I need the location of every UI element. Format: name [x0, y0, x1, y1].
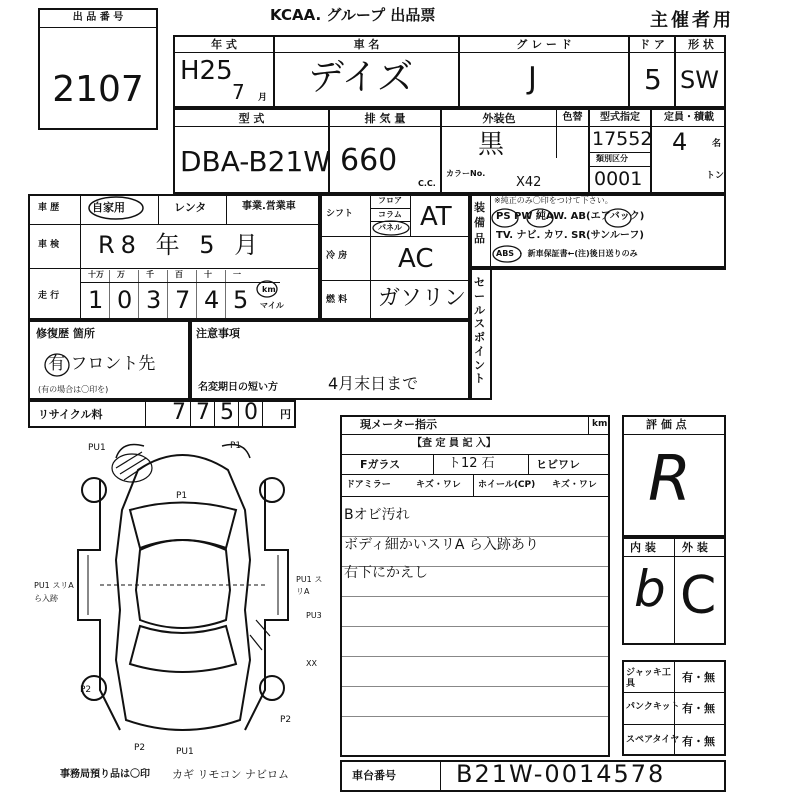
- type-spec-label: 型式指定: [600, 112, 640, 123]
- color-code-value: X42: [516, 175, 542, 190]
- equipment-line3: ABS ・ 新車保証書←(注)後日送りのみ: [496, 249, 638, 258]
- repair-note: (有の場合は〇印を): [38, 385, 109, 394]
- recycle-divider: [238, 400, 239, 428]
- history-option-rental: レンタ: [174, 201, 207, 214]
- ext-color-label: 外装色: [482, 112, 516, 125]
- mileage-km-circle: [256, 280, 278, 298]
- mileage-unit-1: 万: [117, 270, 125, 279]
- color-code-label: カラーNo.: [446, 169, 486, 178]
- aircon-label: 冷 房: [326, 251, 348, 261]
- class-label: 類別区分: [596, 154, 628, 163]
- tire-rear-right: [260, 676, 284, 700]
- year-label: 年 式: [211, 38, 237, 51]
- mileage-unit-mile: マイル: [260, 301, 284, 310]
- sheet-title: KCAA. グループ 出品票: [270, 6, 436, 24]
- equipment-circles: [490, 206, 690, 262]
- mileage-divider: [109, 270, 110, 318]
- inspector-label: 【査 定 員 記 入】: [412, 438, 496, 449]
- history-option-private: 自家用: [92, 201, 125, 214]
- door-label: ド ア: [639, 38, 665, 51]
- accessory-puncture-label: パンクキット: [626, 702, 680, 712]
- diagram-mark-left-lower: P2: [80, 685, 92, 695]
- grade-label: グ レ ー ド: [516, 38, 572, 51]
- shape-value: SW: [680, 66, 719, 94]
- accessory-spare-label: スペアタイヤ: [626, 735, 680, 745]
- tire-front-left: [82, 478, 106, 502]
- shift-option-panel: パネル: [378, 223, 402, 232]
- diagram-mark-left-side: PU1 スリA ら入跡: [34, 581, 74, 603]
- tire-front-right: [260, 478, 284, 502]
- recycle-digit-3: 0: [244, 400, 258, 425]
- owner-use-label: 主催者用: [650, 10, 734, 31]
- shift-value: AT: [420, 202, 452, 232]
- car-name-value: デイズ: [308, 57, 414, 98]
- mileage-label: 走 行: [38, 291, 60, 301]
- capacity-unit: 名: [712, 139, 722, 149]
- diagram-mark-roof-note: PU1: [88, 443, 106, 453]
- shift-option-column: コラム: [378, 210, 402, 219]
- mileage-digit-0: 1: [88, 286, 104, 314]
- diagram-mark-right-upper: PU1 スリA: [296, 575, 323, 596]
- inspection-note-2: ボディ細かいスリA ら入跡あり: [344, 537, 539, 553]
- sales-point-label: セールスポイント: [474, 276, 485, 386]
- lot-number-value: 2107: [52, 69, 144, 110]
- office-items-label: 事務局預り品は〇印: [60, 769, 150, 780]
- mileage-divider: [196, 270, 197, 318]
- history-label: 車 歴: [38, 203, 60, 213]
- interior-value: b: [634, 560, 666, 618]
- color-change-label: 色替: [562, 112, 583, 123]
- repair-label: 修復歴 箇所: [36, 327, 95, 340]
- mirror-value: キズ・ワレ: [416, 480, 461, 490]
- mileage-unit-4: 十: [204, 270, 212, 279]
- mileage-unit-2: 千: [146, 270, 154, 279]
- mileage-divider: [167, 270, 168, 318]
- mileage-digit-1: 0: [117, 286, 133, 314]
- shape-label: 形 状: [688, 38, 714, 51]
- score-value: R: [648, 442, 692, 515]
- recycle-divider: [214, 400, 215, 428]
- mileage-unit-km: km: [262, 285, 276, 294]
- inspection-note-3: 右下にかえし: [344, 565, 428, 581]
- mileage-units-row: [80, 270, 320, 282]
- cc-value: 660: [340, 143, 398, 178]
- equipment-line1: PS PW 純AW. AB(エアバック): [496, 211, 645, 222]
- recycle-digit-1: 7: [196, 400, 210, 425]
- exterior-label: 外 装: [682, 541, 708, 554]
- car-roof: [136, 540, 230, 628]
- car-outline-right: [245, 480, 288, 730]
- exterior-value: C: [680, 566, 717, 626]
- grade-value: J: [528, 61, 537, 96]
- glass-label: Fガラス: [360, 458, 401, 471]
- class-value: 0001: [594, 168, 643, 190]
- shaken-label: 車 検: [38, 240, 60, 250]
- mileage-unit-0: 十万: [88, 270, 104, 279]
- model-label: 型 式: [238, 112, 265, 125]
- diagram-mark-top: P1: [230, 441, 242, 451]
- fuel-value: ガソリン: [378, 286, 467, 311]
- aircon-value: AC: [398, 244, 434, 274]
- cc-unit: C.C.: [418, 179, 436, 188]
- repair-value: 有 フロント先: [48, 354, 156, 374]
- shift-option-floor: フロア: [378, 196, 402, 205]
- diagram-mark-bottom: PU1: [176, 747, 194, 757]
- lot-number-box: [38, 8, 158, 130]
- mileage-divider: [138, 270, 139, 318]
- meter-unit: km: [592, 419, 608, 429]
- car-condition-diagram: [60, 440, 320, 760]
- mileage-digit-4: 4: [204, 286, 220, 314]
- chassis-value: B21W-0014578: [456, 760, 666, 788]
- capacity-value: 4: [672, 128, 688, 156]
- interior-label: 内 装: [630, 541, 656, 554]
- repair-yes-circle: [44, 352, 70, 378]
- diagram-mark-right-mid: PU3: [306, 611, 322, 620]
- cc-label: 排 気 量: [364, 112, 406, 125]
- diagram-mark-right-lower: P2: [280, 715, 292, 725]
- expiry-value: 4月末日まで: [328, 374, 419, 393]
- accessory-spare-value: 有・無: [682, 735, 715, 748]
- lot-number-label: 出 品 番 号: [72, 12, 124, 23]
- recycle-unit: 円: [280, 408, 291, 421]
- car-windshield: [130, 503, 236, 549]
- equipment-line2: TV. ナビ. カワ. SR(サンルーフ): [496, 230, 644, 241]
- type-spec-value: 17552: [592, 128, 653, 150]
- month-unit: 月: [258, 93, 268, 103]
- office-items: カギ リモコン ナビロム: [172, 768, 289, 781]
- model-value: DBA-B21W: [180, 145, 331, 178]
- history-option-business: 事業.営業車: [242, 201, 296, 212]
- mileage-digit-5: 5: [233, 286, 249, 314]
- glass-crack-label: ヒビワレ: [536, 458, 580, 471]
- mileage-digit-2: 3: [146, 286, 162, 314]
- score-label: 評 価 点: [646, 418, 687, 431]
- inspection-note-1: Bオビ汚れ: [344, 507, 410, 523]
- accessory-jack-value: 有・無: [682, 671, 715, 684]
- recycle-divider: [262, 400, 263, 428]
- mileage-unit-5: 一: [233, 270, 241, 279]
- shift-label: シフト: [326, 209, 354, 219]
- accessory-puncture-value: 有・無: [682, 702, 715, 715]
- capacity-label: 定員・積載: [664, 112, 714, 123]
- diagram-mark-bottom-left: P2: [134, 743, 146, 753]
- wheel-label: ホイール(CP): [478, 480, 536, 490]
- recycle-digits: [166, 400, 276, 428]
- caution-label: 注意事項: [196, 327, 240, 340]
- equipment-label: 装備品: [474, 201, 485, 245]
- mileage-digits-row: [80, 284, 320, 318]
- recycle-digit-2: 5: [220, 400, 234, 425]
- mileage-divider: [225, 270, 226, 318]
- history-private-circle: [86, 195, 146, 221]
- wheel-value: キズ・ワレ: [552, 480, 597, 490]
- mirror-label: ドアミラー: [346, 480, 391, 490]
- recycle-digit-0: 7: [172, 400, 186, 425]
- mileage-unit-3: 百: [175, 270, 183, 279]
- car-name-label: 車 名: [353, 38, 380, 51]
- ext-color-value: 黒: [478, 130, 505, 160]
- chassis-label: 車台番号: [352, 769, 396, 782]
- door-value: 5: [644, 63, 662, 96]
- load-unit: トン: [706, 171, 725, 181]
- recycle-label: リサイクル料: [38, 408, 103, 421]
- equipment-note: ※純正のみ〇印をつけて下さい。: [494, 196, 613, 205]
- expiry-label: 名変期日の短い方: [198, 382, 278, 393]
- fuel-label: 燃 料: [326, 295, 348, 305]
- diagram-mark-hood: P1: [176, 491, 188, 501]
- diagram-mark-right-xx: XX: [306, 659, 317, 668]
- car-rear-window: [130, 626, 236, 672]
- year-month-value: 7: [232, 80, 245, 104]
- accessory-jack-label: ジャッキ工具: [626, 668, 671, 689]
- meter-label: 現メーター指示: [360, 418, 437, 431]
- recycle-divider: [190, 400, 191, 428]
- year-era-value: H25: [180, 56, 233, 86]
- shift-panel-circle: [372, 220, 410, 236]
- glass-value: ト12 石: [448, 456, 495, 471]
- mileage-digit-3: 7: [175, 286, 191, 314]
- shaken-value: R8 年 5 月: [98, 231, 265, 259]
